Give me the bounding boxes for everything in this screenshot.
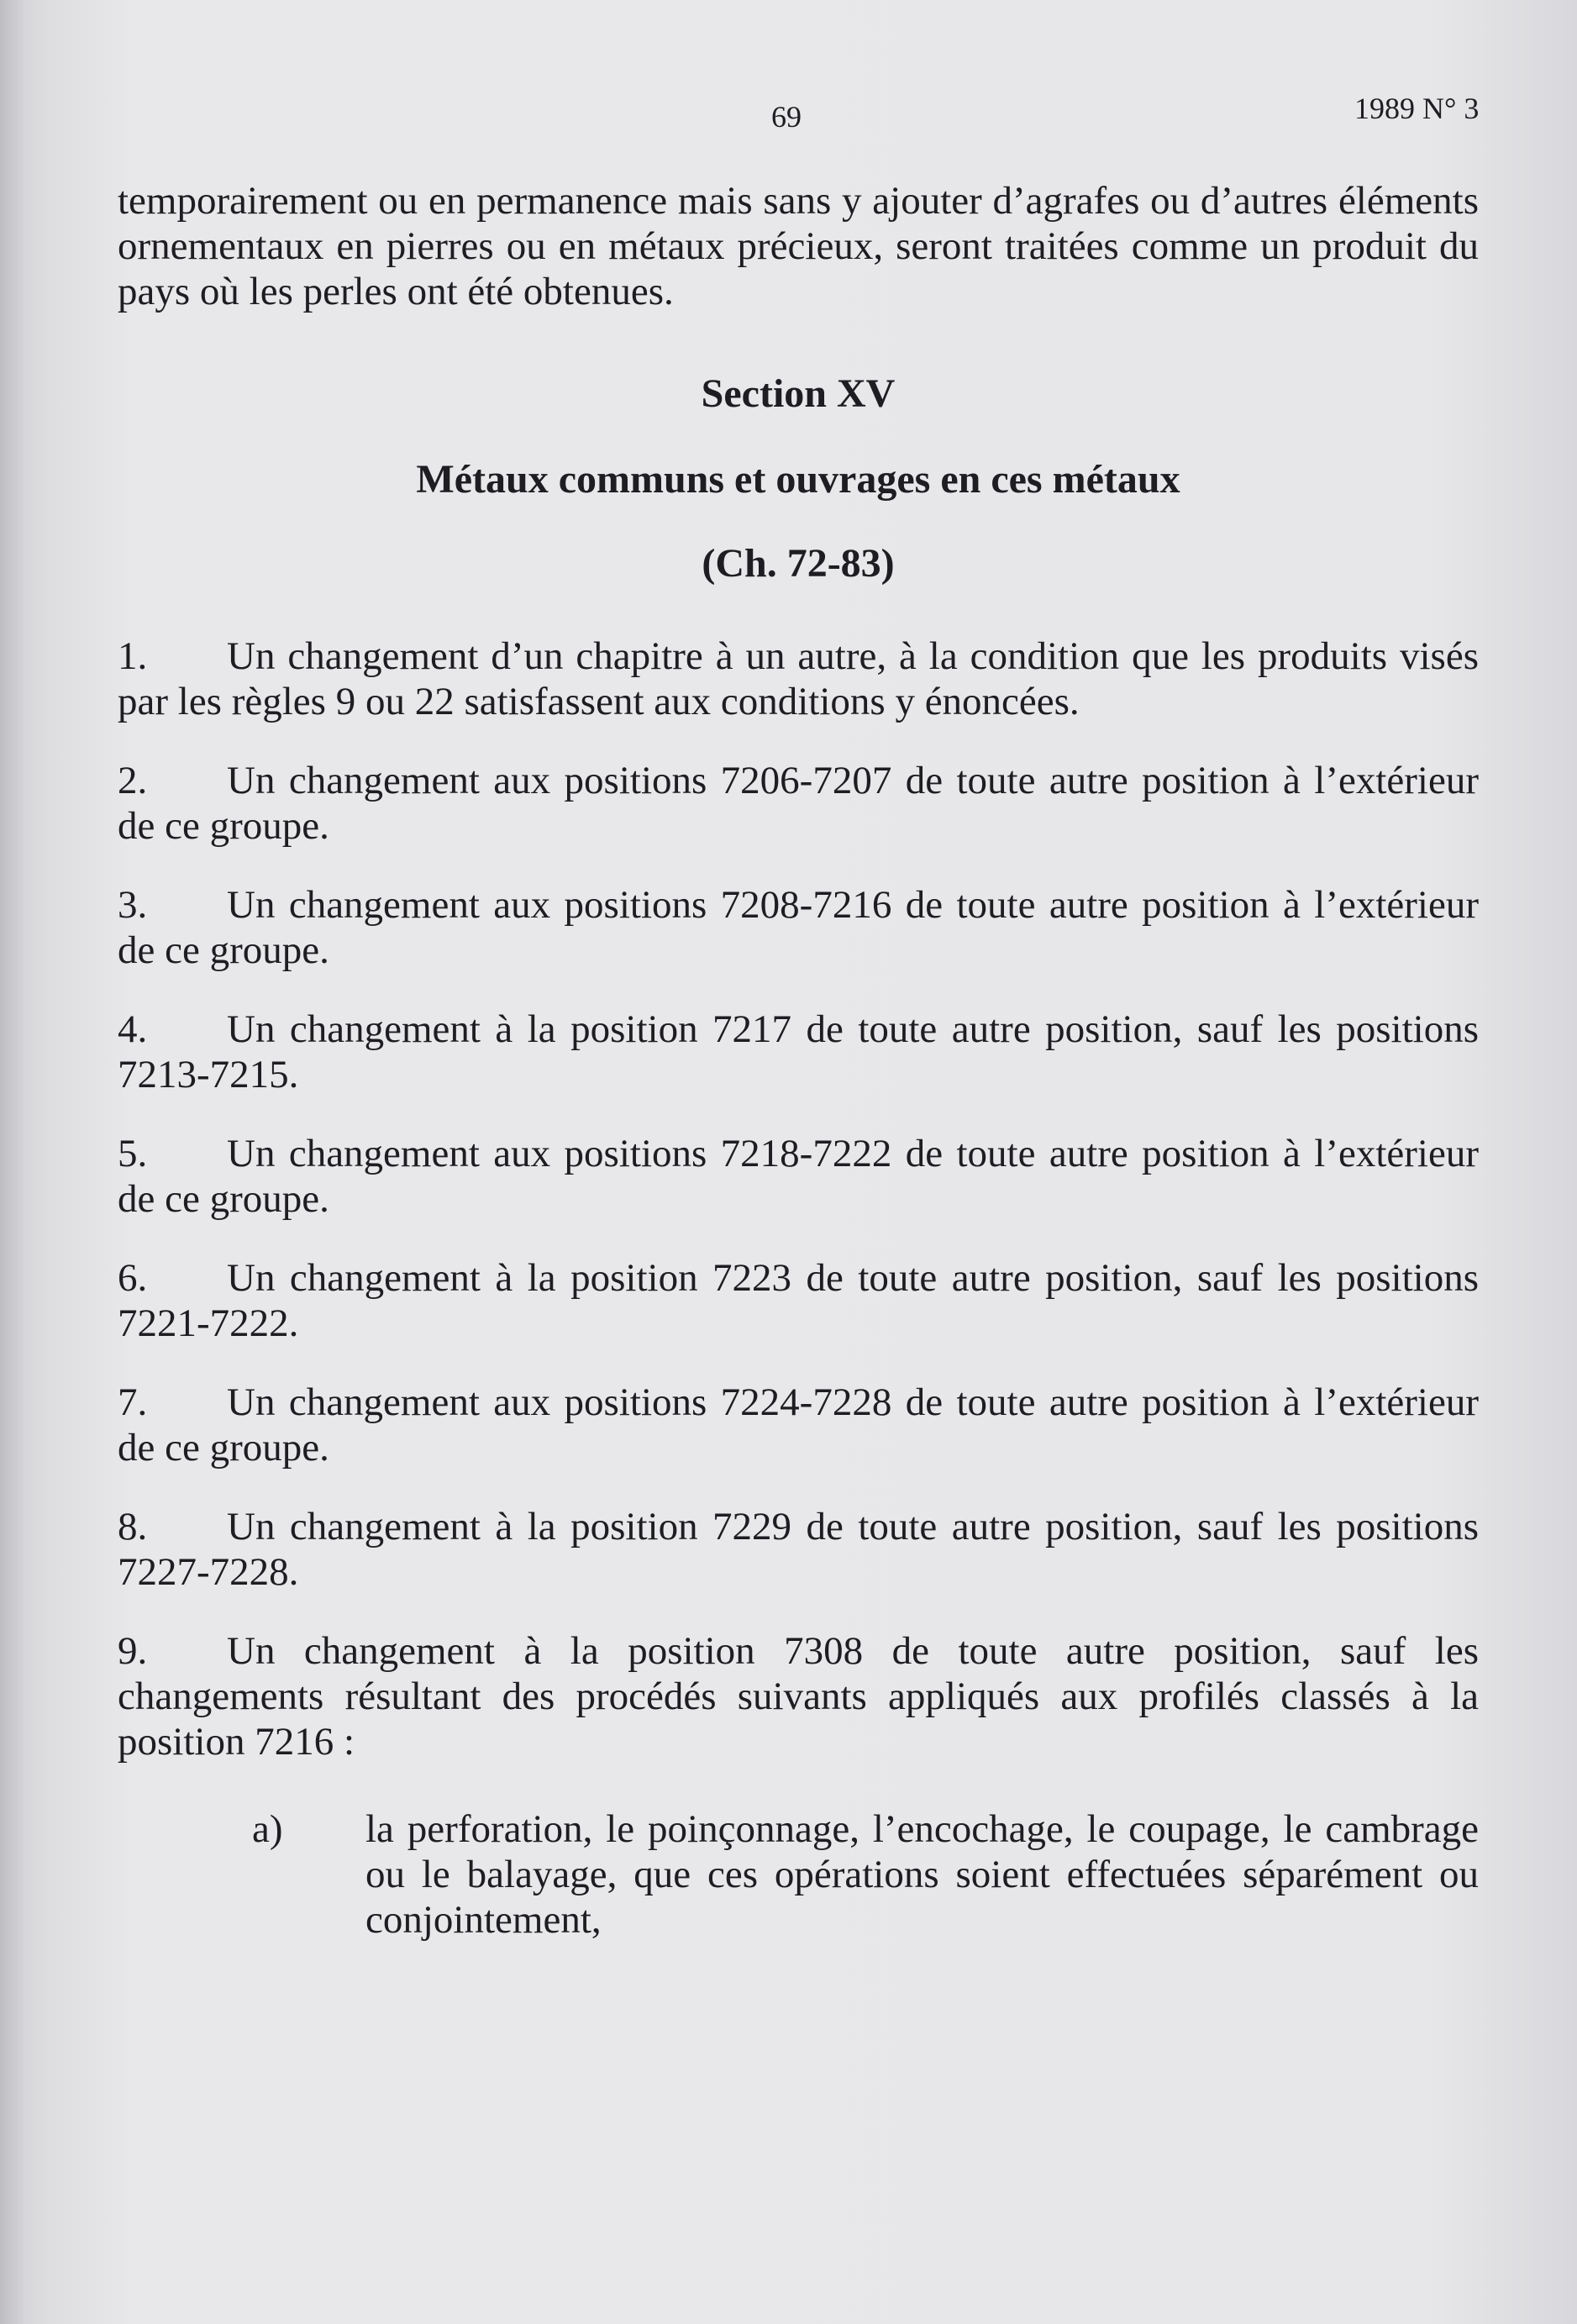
rule-number: 4. (118, 1007, 148, 1051)
rule-item (118, 1131, 1479, 1222)
rule-number: 1. (118, 634, 148, 678)
rule-text: Un changement aux positions 7206-7207 de toute autre position à l’extérieur de ce groupe. (118, 759, 1479, 848)
rule-text: Un changement à la position 7223 de toute autre position, sauf les positions 7221-7222. (118, 1256, 1479, 1345)
intro-paragraph: temporairement ou en permanence mais sans y ajouter d’agrafes ou d’autres éléments ornementaux en pierres ou en métaux précieux, seront traitées comme un produit du pays où les perles ont été obtenues. (118, 179, 1479, 313)
rule-item (118, 1504, 1479, 1595)
rule-text: Un changement à la position 7308 de toute autre position, sauf les changements résultant des procédés suivants appliqués aux profilés classés à la position 7216 : (118, 1629, 1479, 1764)
binding-gutter (0, 0, 24, 2324)
sub-item (118, 1806, 1479, 1943)
rule-text: Un changement d’un chapitre à un autre, à la condition que les produits visés par les règles 9 ou 22 satisfassent aux conditions y énoncées. (118, 634, 1479, 723)
rule-text: Un changement à la position 7229 de toute autre position, sauf les positions 7227-7228. (118, 1505, 1479, 1594)
rule-number: 8. (118, 1505, 148, 1548)
rule-item (118, 634, 1479, 724)
document-reference: 1989 N° 3 (1354, 92, 1480, 125)
rule-item (118, 1255, 1479, 1346)
sub-item-text: la perforation, le poinçonnage, l’encochage, le coupage, le cambrage ou le balayage, que ces opérations soient effectuées séparément ou conjointement, (365, 1807, 1479, 1942)
section-title: Section XV (701, 371, 896, 416)
rule-item (118, 1380, 1479, 1470)
sub-item-letter: a) (252, 1807, 283, 1851)
rule-text: Un changement aux positions 7208-7216 de toute autre position à l’extérieur de ce groupe. (118, 883, 1479, 972)
rule-item (118, 1007, 1479, 1097)
chapter-range: (Ch. 72-83) (702, 541, 895, 586)
rule-number: 6. (118, 1256, 148, 1300)
rule-text: Un changement à la position 7217 de toute autre position, sauf les positions 7213-7215. (118, 1007, 1479, 1096)
rule-text: Un changement aux positions 7218-7222 de toute autre position à l’extérieur de ce groupe. (118, 1132, 1479, 1221)
rule-number: 2. (118, 759, 148, 802)
rule-item (118, 882, 1479, 973)
rule-number: 3. (118, 883, 148, 927)
rule-item (118, 758, 1479, 849)
page-number: 69 (771, 100, 802, 134)
document-body (118, 178, 1479, 1943)
rule-number: 5. (118, 1132, 148, 1175)
section-subtitle: Métaux communs et ouvrages en ces métaux (416, 457, 1180, 502)
rule-number: 7. (118, 1380, 148, 1424)
rule-text: Un changement aux positions 7224-7228 de toute autre position à l’extérieur de ce groupe. (118, 1380, 1479, 1470)
rule-number: 9. (118, 1629, 148, 1673)
rule-item (118, 1628, 1479, 1764)
